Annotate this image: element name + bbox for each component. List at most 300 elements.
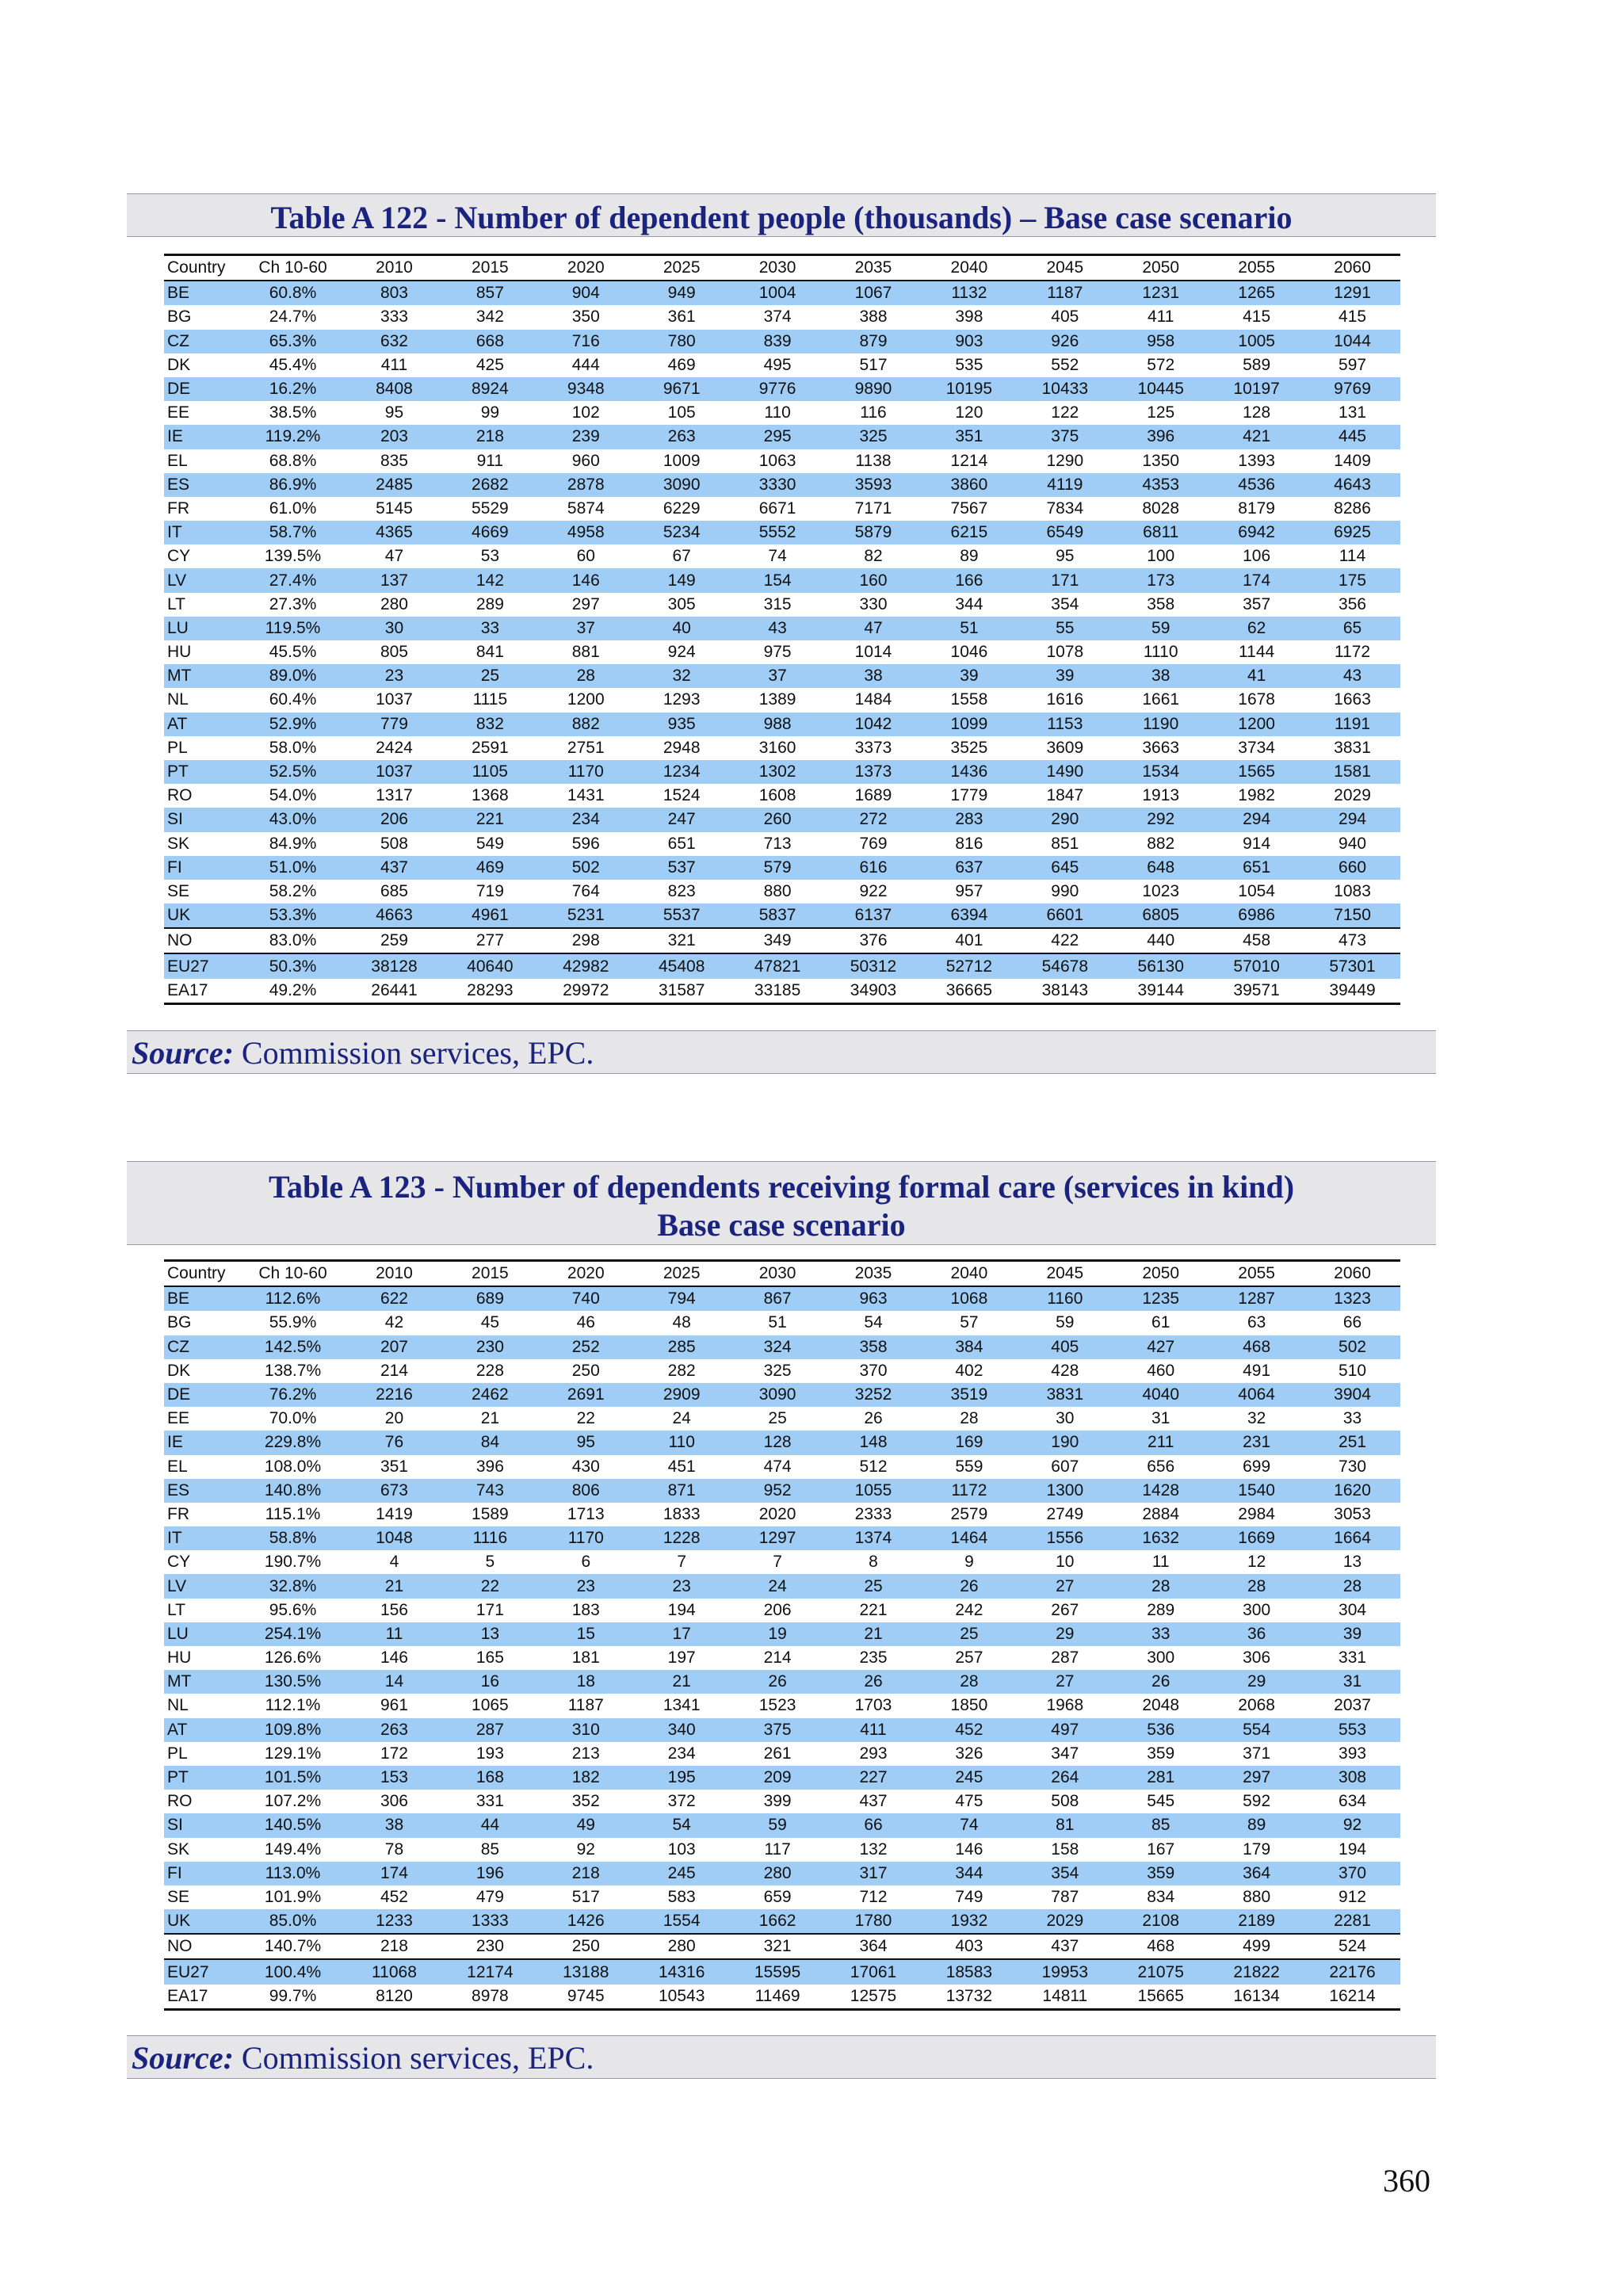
table-cell: 128	[1243, 403, 1271, 422]
table-cell: 95.6%	[269, 1600, 317, 1619]
table-cell: 1431	[567, 786, 605, 805]
table-cell: 112.6%	[239, 1286, 346, 1311]
table-cell: 115.1%	[265, 1504, 321, 1523]
table-cell: 3160	[758, 738, 796, 757]
table-cell: 169	[921, 1431, 1017, 1454]
table-cell: 54	[864, 1313, 883, 1332]
country-cell: SK	[167, 834, 190, 853]
table-cell: 458	[1209, 928, 1304, 953]
table-cell: 764	[571, 881, 600, 900]
table-cell: 3831	[1017, 1383, 1113, 1407]
table-cell: 393	[1338, 1744, 1367, 1763]
table-cell: 130.5%	[239, 1670, 346, 1694]
table-cell: 597	[1338, 355, 1367, 374]
table-cell: 38128	[346, 953, 442, 978]
table-cell: 119.5%	[239, 617, 346, 640]
table-cell: 28	[1304, 1574, 1400, 1598]
table-cell: 112.1%	[265, 1696, 321, 1715]
table-a123-source	[127, 2035, 1436, 2079]
table-cell: 1419	[376, 1504, 413, 1523]
table-cell: 60.4%	[269, 690, 317, 709]
table-cell: 171	[1017, 568, 1113, 592]
table-cell: 283	[921, 808, 1017, 831]
table-cell: 206	[346, 808, 442, 831]
table-cell: 11068	[346, 1959, 442, 1984]
table-cell: 52.9%	[239, 712, 346, 736]
table-cell: 26441	[346, 979, 442, 1004]
table-cell: 1200	[1209, 712, 1304, 736]
table-cell: 29	[1017, 1622, 1113, 1646]
table-cell: 816	[955, 834, 983, 853]
table-cell: 835	[380, 451, 408, 470]
table-cell: 100.4%	[239, 1959, 346, 1984]
table-cell: 257	[955, 1648, 983, 1668]
table-cell: 26	[921, 1574, 1017, 1598]
table-cell: 146	[955, 1839, 983, 1859]
table-cell: 699	[1243, 1457, 1271, 1476]
table-cell: 358	[826, 1335, 922, 1359]
table-cell: 31	[1151, 1409, 1170, 1428]
table-cell: 1138	[855, 451, 892, 470]
table-cell: 554	[1209, 1718, 1304, 1742]
table-cell: 2884	[1142, 1504, 1180, 1523]
table-cell: 292	[1113, 808, 1209, 831]
table-cell: 851	[1051, 834, 1079, 853]
table-cell: 68.8%	[269, 451, 317, 470]
table-cell: 961	[380, 1696, 408, 1715]
country-cell: UK	[164, 1909, 239, 1934]
table-cell: 963	[826, 1286, 922, 1311]
table-row	[164, 1335, 1400, 1359]
table-cell: 55.9%	[269, 1313, 317, 1332]
table-cell: 41	[1209, 664, 1304, 688]
table-cell: 2948	[663, 738, 701, 757]
table-cell: 444	[571, 355, 600, 374]
table-cell: 33185	[730, 979, 826, 1004]
country-cell: BG	[167, 1313, 192, 1332]
table-cell: 171	[475, 1600, 504, 1619]
table-cell: 194	[1338, 1839, 1367, 1859]
table-cell: 403	[921, 1934, 1017, 1959]
table-cell: 935	[634, 712, 730, 736]
table-cell: 298	[538, 928, 634, 953]
table-cell: 47821	[730, 953, 826, 978]
table-cell: 350	[571, 308, 600, 327]
table-cell: 1932	[921, 1909, 1017, 1934]
table-cell: 56130	[1113, 953, 1209, 978]
table-cell: 1341	[663, 1696, 701, 1715]
table-cell: 84	[442, 1431, 538, 1454]
table-cell: 1850	[950, 1696, 988, 1715]
table-cell: 926	[1017, 330, 1113, 353]
table-cell: 4663	[346, 904, 442, 928]
table-row	[164, 521, 1400, 544]
table-a122-title-text: Table A 122 - Number of dependent people (thousands) – Base case scenario	[270, 200, 1293, 235]
table-cell: 53	[480, 547, 500, 566]
table-cell: 5	[485, 1553, 495, 1572]
table-cell: 1409	[1334, 451, 1371, 470]
table-cell: 252	[538, 1335, 634, 1359]
table-cell: 117	[764, 1839, 791, 1859]
table-cell: 3519	[921, 1383, 1017, 1407]
table-cell: 263	[634, 425, 730, 449]
table-cell: 16134	[1209, 1985, 1304, 2010]
table-cell: 37	[730, 664, 826, 688]
table-row	[164, 1718, 1400, 1742]
table-cell: 110	[634, 1431, 730, 1454]
table-cell: 57	[960, 1313, 979, 1332]
table-row	[164, 1670, 1400, 1694]
table-cell: 2749	[1046, 1504, 1084, 1523]
table-cell: 510	[1338, 1361, 1367, 1380]
table-cell: 167	[1147, 1839, 1175, 1859]
table-cell: 1913	[1142, 786, 1180, 805]
table-cell: 1426	[538, 1909, 634, 1934]
table-cell: 22176	[1304, 1959, 1400, 1984]
table-cell: 1231	[1113, 281, 1209, 305]
table-cell: 437	[346, 856, 442, 880]
table-row	[164, 617, 1400, 640]
table-cell: 524	[1304, 1934, 1400, 1959]
table-cell: 340	[634, 1718, 730, 1742]
table-cell: 1669	[1209, 1526, 1304, 1550]
table-cell: 109.8%	[239, 1718, 346, 1742]
table-cell: 388	[859, 308, 888, 327]
table-cell: 716	[538, 330, 634, 353]
table-cell: 149	[634, 568, 730, 592]
table-cell: 39144	[1113, 979, 1209, 1004]
table-cell: 1042	[826, 712, 922, 736]
table-cell: 1172	[1334, 643, 1371, 662]
table-cell: 28	[1209, 1574, 1304, 1598]
country-cell: IE	[164, 425, 239, 449]
table-cell: 415	[1243, 308, 1271, 327]
table-cell: 607	[1051, 1457, 1079, 1476]
table-cell: 881	[571, 643, 600, 662]
table-cell: 139.5%	[264, 547, 322, 566]
table-cell: 673	[346, 1479, 442, 1503]
table-cell: 50.3%	[239, 953, 346, 978]
table-cell: 158	[1051, 1839, 1079, 1859]
table-cell: 651	[1209, 856, 1304, 880]
table-cell: 10433	[1017, 377, 1113, 401]
table-cell: 218	[538, 1862, 634, 1885]
table-cell: 1187	[1017, 281, 1113, 305]
table-cell: 1265	[1209, 281, 1304, 305]
table-cell: 632	[346, 330, 442, 353]
table-cell: 374	[763, 308, 792, 327]
country-cell: SI	[164, 1813, 239, 1837]
table-cell: 1620	[1304, 1479, 1400, 1503]
table-cell: 23	[634, 1574, 730, 1598]
table-cell: 74	[921, 1813, 1017, 1837]
table-row	[164, 330, 1400, 353]
table-cell: 1068	[921, 1286, 1017, 1311]
column-header: 2010	[376, 1264, 413, 1283]
column-header: 2060	[1334, 258, 1371, 277]
table-cell: 21	[346, 1574, 442, 1598]
table-cell: 306	[380, 1792, 408, 1811]
table-cell: 325	[763, 1361, 792, 1380]
table-cell: 9	[964, 1553, 974, 1572]
table-cell: 1524	[663, 786, 701, 805]
table-row	[164, 736, 1400, 760]
table-cell: 351	[921, 425, 1017, 449]
country-cell: LT	[167, 1600, 185, 1619]
table-a123-title-line2: Base case scenario	[657, 1207, 906, 1243]
country-cell: HU	[167, 1648, 192, 1668]
table-cell: 344	[955, 594, 983, 613]
table-cell: 86.9%	[239, 473, 346, 497]
table-cell: 15	[538, 1622, 634, 1646]
table-cell: 2029	[1334, 786, 1371, 805]
country-cell: PT	[164, 1766, 239, 1790]
country-cell: RO	[167, 786, 193, 805]
table-cell: 281	[1113, 1766, 1209, 1790]
table-cell: 637	[921, 856, 1017, 880]
country-cell: DE	[164, 1383, 239, 1407]
table-cell: 4119	[1017, 473, 1113, 497]
table-cell: 65.3%	[239, 330, 346, 353]
table-cell: 39	[1017, 664, 1113, 688]
table-cell: 3831	[1334, 738, 1371, 757]
table-cell: 5234	[634, 521, 730, 544]
table-cell: 294	[1304, 808, 1400, 831]
table-cell: 44	[442, 1813, 538, 1837]
table-cell: 76	[346, 1431, 442, 1454]
table-cell: 247	[634, 808, 730, 831]
table-a122	[164, 254, 1400, 1005]
table-row	[164, 1503, 1400, 1526]
table-cell: 26	[730, 1670, 826, 1694]
table-row	[164, 377, 1400, 401]
table-cell: 3663	[1142, 738, 1180, 757]
table-cell: 1317	[376, 786, 413, 805]
table-cell: 1678	[1238, 690, 1275, 709]
column-header: 2055	[1238, 258, 1275, 277]
table-cell: 1009	[663, 451, 701, 470]
table-cell: 260	[730, 808, 826, 831]
table-cell: 28293	[442, 979, 538, 1004]
table-cell: 399	[763, 1792, 792, 1811]
table-cell: 914	[1243, 834, 1271, 853]
country-cell: LV	[164, 568, 239, 592]
table-cell: 364	[826, 1934, 922, 1959]
table-cell: 26	[1113, 1670, 1209, 1694]
table-cell: 370	[859, 1361, 888, 1380]
table-cell: 42	[384, 1313, 404, 1332]
table-cell: 882	[1147, 834, 1175, 853]
table-cell: 89	[960, 547, 979, 566]
table-cell: 440	[1113, 928, 1209, 953]
table-cell: 1044	[1304, 330, 1400, 353]
table-cell: 33	[442, 617, 538, 640]
table-cell: 4	[389, 1553, 399, 1572]
table-cell: 13	[442, 1622, 538, 1646]
table-cell: 1191	[1304, 712, 1400, 736]
table-cell: 54	[634, 1813, 730, 1837]
table-cell: 354	[1051, 594, 1079, 613]
country-cell: BG	[167, 308, 192, 327]
column-header: 2060	[1334, 1264, 1371, 1283]
table-cell: 867	[730, 1286, 826, 1311]
table-cell: 912	[1338, 1887, 1367, 1906]
table-cell: 839	[730, 330, 826, 353]
table-cell: 1664	[1304, 1526, 1400, 1550]
table-cell: 282	[667, 1361, 696, 1380]
table-cell: 879	[826, 330, 922, 353]
table-cell: 308	[1304, 1766, 1400, 1790]
table-cell: 3734	[1238, 738, 1275, 757]
table-cell: 6925	[1304, 521, 1400, 544]
table-cell: 65	[1304, 617, 1400, 640]
table-cell: 289	[475, 594, 504, 613]
table-cell: 25	[768, 1409, 787, 1428]
table-cell: 659	[763, 1887, 792, 1906]
table-cell: 344	[921, 1862, 1017, 1885]
table-cell: 125	[1147, 403, 1175, 422]
table-cell: 5874	[567, 499, 605, 518]
table-cell: 1234	[634, 760, 730, 784]
table-cell: 1046	[950, 643, 988, 662]
table-cell: 235	[859, 1648, 888, 1668]
table-cell: 300	[1147, 1648, 1175, 1668]
table-a123-title-line1: Table A 123 - Number of dependents receiving formal care (services in kind)	[268, 1169, 1295, 1205]
table-cell: 297	[1209, 1766, 1304, 1790]
table-row	[164, 784, 1400, 808]
table-cell: 27	[1017, 1670, 1113, 1694]
table-row	[164, 1574, 1400, 1598]
table-cell: 1558	[950, 690, 988, 709]
table-cell: 1608	[758, 786, 796, 805]
table-cell: 239	[538, 425, 634, 449]
table-cell: 508	[380, 834, 408, 853]
country-cell: DE	[164, 377, 239, 401]
table-cell: 1713	[567, 1504, 605, 1523]
column-header: 2020	[567, 258, 605, 277]
table-cell: 1187	[567, 1696, 604, 1715]
table-row	[164, 1550, 1400, 1574]
table-cell: 2579	[950, 1504, 988, 1523]
table-cell: 92	[576, 1839, 595, 1859]
table-cell: 713	[763, 834, 792, 853]
table-cell: 769	[859, 834, 888, 853]
table-row	[164, 1526, 1400, 1550]
table-cell: 371	[1243, 1744, 1271, 1763]
table-cell: 89.0%	[239, 664, 346, 688]
table-cell: 1037	[376, 690, 413, 709]
table-cell: 3860	[921, 473, 1017, 497]
country-cell: EU27	[164, 953, 239, 978]
table-cell: 128	[730, 1431, 826, 1454]
table-cell: 2909	[634, 1383, 730, 1407]
table-cell: 29972	[538, 979, 634, 1004]
table-cell: 396	[475, 1457, 504, 1476]
table-cell: 651	[667, 834, 696, 853]
table-cell: 58.7%	[239, 521, 346, 544]
table-cell: 1780	[826, 1909, 922, 1934]
table-cell: 536	[1113, 1718, 1209, 1742]
table-cell: 13732	[921, 1985, 1017, 2010]
table-cell: 321	[634, 928, 730, 953]
table-cell: 129.1%	[264, 1744, 322, 1763]
table-row	[164, 568, 1400, 592]
table-cell: 2333	[854, 1504, 892, 1523]
table-cell: 415	[1338, 308, 1367, 327]
table-cell: 924	[667, 643, 696, 662]
table-row	[164, 1959, 1400, 1984]
table-cell: 58.0%	[269, 738, 317, 757]
table-cell: 22	[576, 1409, 595, 1428]
table-cell: 245	[634, 1862, 730, 1885]
table-cell: 5145	[376, 499, 413, 518]
table-cell: 2591	[472, 738, 509, 757]
table-cell: 190.7%	[264, 1553, 322, 1572]
table-a122-title	[127, 193, 1436, 237]
table-cell: 9745	[538, 1985, 634, 2010]
table-cell: 197	[667, 1648, 696, 1668]
table-cell: 668	[442, 330, 538, 353]
source-label: Source:	[132, 1035, 234, 1071]
table-cell: 45	[480, 1313, 500, 1332]
table-cell: 495	[763, 355, 792, 374]
table-cell: 196	[442, 1862, 538, 1885]
table-row	[164, 880, 1400, 904]
table-row	[164, 640, 1400, 664]
table-cell: 63	[1247, 1313, 1266, 1332]
table-cell: 21822	[1209, 1959, 1304, 1984]
country-cell: BE	[164, 1286, 239, 1311]
table-cell: 297	[571, 594, 600, 613]
table-cell: 4365	[346, 521, 442, 544]
table-cell: 228	[475, 1361, 504, 1380]
table-cell: 634	[1338, 1792, 1367, 1811]
table-cell: 70.0%	[269, 1409, 317, 1428]
table-cell: 1293	[663, 690, 701, 709]
table-cell: 1004	[730, 281, 826, 305]
table-cell: 1374	[826, 1526, 922, 1550]
table-cell: 174	[346, 1862, 442, 1885]
table-cell: 2048	[1142, 1696, 1180, 1715]
country-cell: LU	[164, 617, 239, 640]
table-cell: 182	[538, 1766, 634, 1790]
table-cell: 194	[667, 1600, 696, 1619]
table-cell: 988	[730, 712, 826, 736]
table-cell: 1099	[921, 712, 1017, 736]
table-cell: 132	[859, 1839, 888, 1859]
table-row	[164, 1694, 1400, 1717]
table-cell: 3373	[854, 738, 892, 757]
table-row	[164, 979, 1400, 1004]
country-cell: IT	[164, 521, 239, 544]
table-cell: 3593	[826, 473, 922, 497]
table-cell: 24.7%	[269, 308, 317, 327]
table-cell: 131	[1338, 403, 1367, 422]
table-cell: 656	[1147, 1457, 1175, 1476]
table-cell: 468	[1113, 1934, 1209, 1959]
table-cell: 2751	[567, 738, 605, 757]
table-row	[164, 808, 1400, 831]
table-cell: 1235	[1113, 1286, 1209, 1311]
column-header: 2035	[854, 1264, 892, 1283]
country-cell: CY	[167, 547, 191, 566]
table-cell: 218	[442, 425, 538, 449]
table-cell: 57010	[1209, 953, 1304, 978]
table-cell: 5231	[538, 904, 634, 928]
table-cell: 53.3%	[239, 904, 346, 928]
table-cell: 553	[1304, 1718, 1400, 1742]
table-cell: 227	[826, 1766, 922, 1790]
